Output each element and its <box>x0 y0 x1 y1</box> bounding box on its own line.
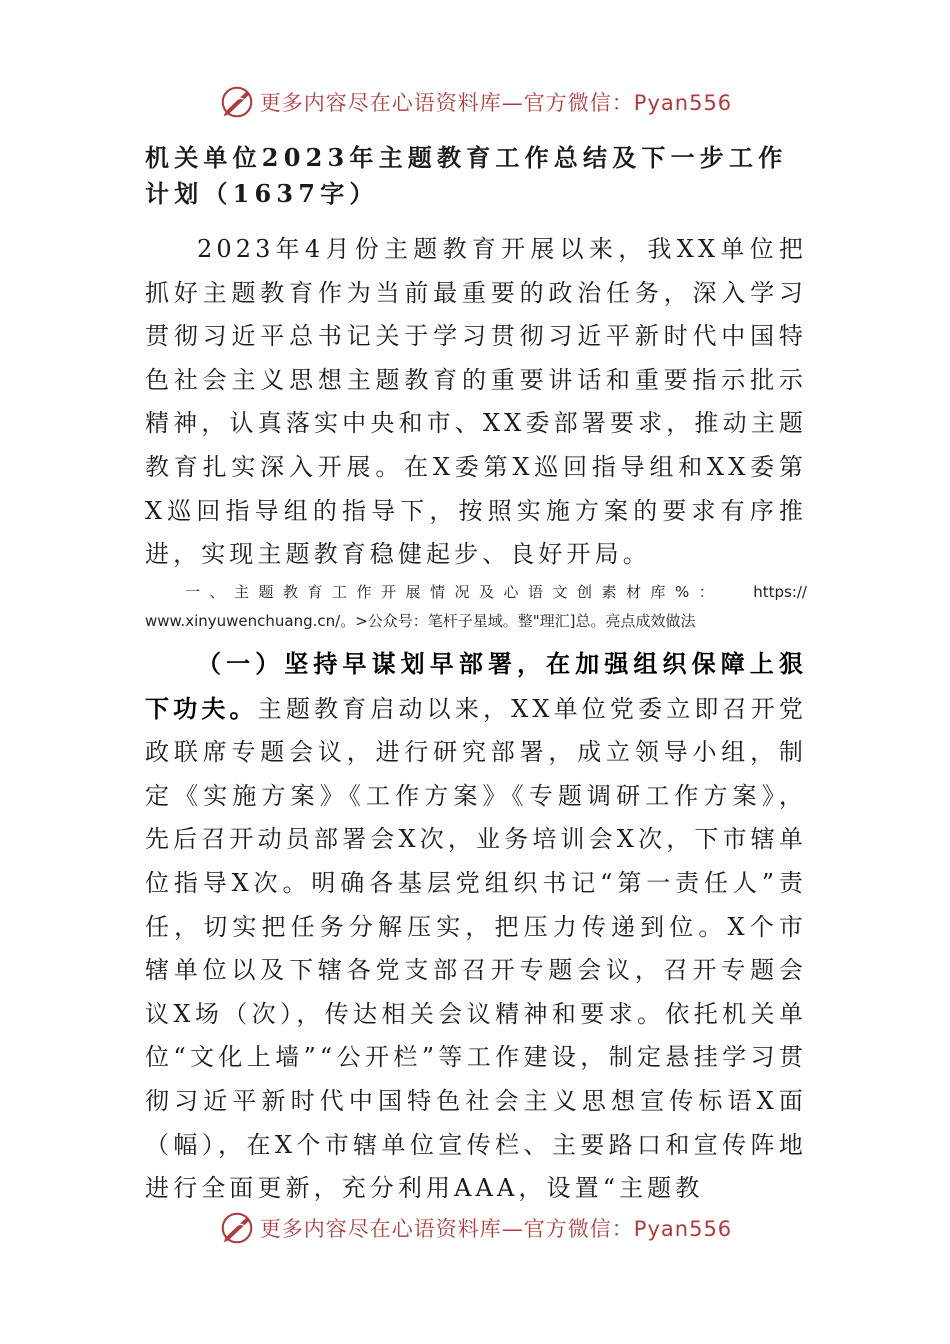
footer-watermark <box>0 1208 950 1248</box>
document-title: 机关单位2023年主题教育工作总结及下一步工作计划（1637字） <box>145 143 788 208</box>
section-1-paragraph <box>145 642 807 1211</box>
watermark-text: 更多内容尽在心语资料库—官方微信：Pyan556 <box>259 91 733 115</box>
pen-logo-icon <box>218 1209 256 1247</box>
pen-logo-icon <box>218 83 256 121</box>
section-1-body: 主题教育启动以来，XX单位党委立即召开党政联席专题会议，进行研究部署，成立领导小组，制定《实施方案》《工作方案》《专题调研工作方案》，先后召开动员部署会X次，业务培训会X次，下市辖单位指导X次。明确各基层党组织书记“第一责任人”责任，切实把任务分解压实，把压力传递到位。X个市辖单位以及下辖各党支部召开专题会议，召开专题会议X场（次），传达相关会议精神和要求。依托机关单位“文化上墙”“公开栏”等工作建设，制定悬挂学习贯彻习近平新时代中国特色社会主义思想宣传标语X面（幅），在X个市辖单位宣传栏、主要路口和宣传阵地进行全面更新，充分利用AAA，设置“主题教 <box>145 694 808 1203</box>
section-heading-url-prefix: https:// <box>753 583 807 601</box>
header-watermark <box>0 82 950 122</box>
intro-paragraph: 2023年4月份主题教育开展以来，我XX单位把抓好主题教育作为当前最重要的政治任务，深入学习贯彻习近平总书记关于学习贯彻习近平新时代中国特色社会主义思想主题教育的重要讲话和重要指示批示精神，认真落实中央和市、XX委部署要求，推动主题教育扎实深入开展。在X委第X巡回指导组和XX委第X巡回指导组的指导下，按照实施方案的要求有序推进，实现主题教育稳健起步、良好开局。 <box>145 235 807 569</box>
section-heading-line2: www.xinyuwenchuang.cn/。>公众号：笔杆子星域。整"理汇]总。亮点成效做法 <box>145 612 696 630</box>
section-1-heading: （一）坚持早谋划早部署，在加强组织保障上狠下功夫。 <box>145 649 807 723</box>
watermark-text: 更多内容尽在心语资料库—官方微信：Pyan556 <box>259 1217 733 1241</box>
section-heading-text: 一、主题教育工作开展情况及心语文创素材库%： <box>185 583 724 601</box>
section-heading <box>145 578 807 636</box>
